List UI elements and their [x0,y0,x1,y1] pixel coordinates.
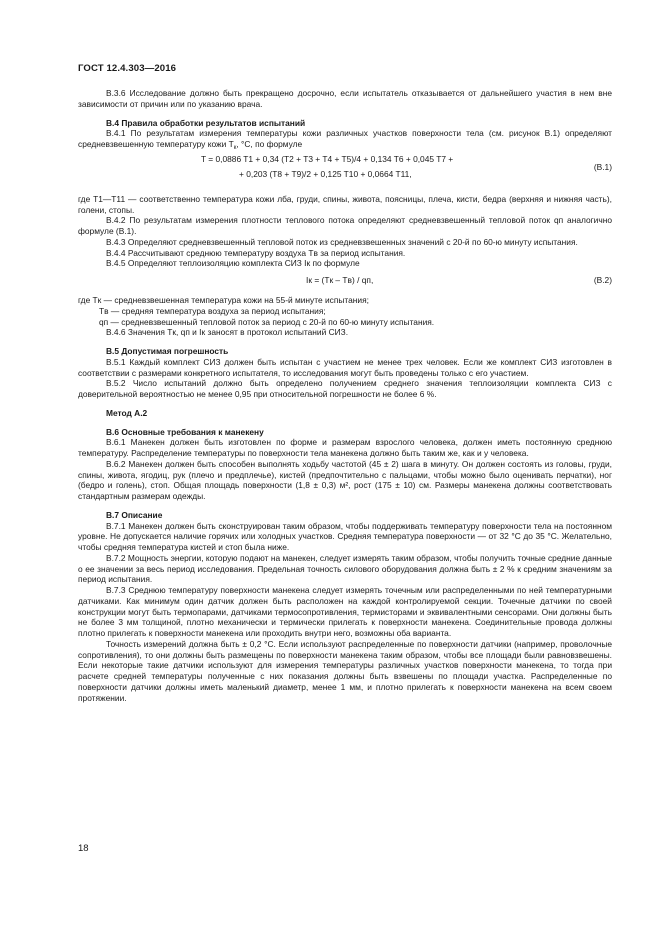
document-header: ГОСТ 12.4.303—2016 [78,63,177,74]
page-number: 18 [78,843,89,854]
where-tv: Tв — средняя температура воздуха за период испытания; [99,305,326,316]
formula-b2 [78,275,612,291]
formula-b1-number: (В.1) [593,161,612,172]
paragraph-b42: В.4.2 По результатам измерения плотности теплового потока определяют средневзвешенный тепловой поток qп аналогично формуле (В.1). [78,215,612,236]
paragraph-b71: В.7.1 Манекен должен быть сконструирован таким образом, чтобы поддерживать температуру поверхности тела на постоянном уровне. Не допускается наличие горячих или холодных участков. Средняя температура поверхности — от 32 °C до 35 °C. Желательно, чтобы средняя температура кистей и стоп была ниже. [78,520,612,552]
where-tk: где Tк — средневзвешенная температура кожи на 55-й минуте испытания; [78,295,369,305]
where-qp: qп — средневзвешенный тепловой поток за период с 20-й по 60-ю минуту испытания. [99,316,435,327]
formula-b1-line1: T = 0,0886 T1 + 0,34 (T2 + T3 + T4 + T5)/4 + 0,134 T6 + 0,045 T7 + [201,153,454,164]
paragraph-b51: В.5.1 Каждый комплект СИЗ должен быть испытан с участием не менее трех человек. Если же комплект СИЗ изготовлен в соответствии с размерами конкретного испытателя, то исследования могут быть проведены только с его участием. [78,356,612,378]
paragraph-where-t1-t11: где T1—T11 — соответственно температура кожи лба, груди, спины, живота, поясницы, плеча, кисти, бедра (верхняя и нижняя часть), голени, стопы. [78,193,612,215]
page-body [78,88,612,703]
paragraph-b73: В.7.3 Среднюю температуру поверхности манекена следует измерять точечным или распределенными по ней температурными датчиками. Как минимум один датчик должен быть расположен на каждой контролируемой секции. Точечные датчики по своей конструкции могут быть термопарами, датчиками термосопротивления, термисторами и эквивалентными сенсорами. Они должны быть не более 3 мм толщиной, плотно механически и термически прилегать к поверхности манекена. Соединительные провода должны плотно прилегать к поверхности манекена или проходить внутри него, возможны оба варианта. [78,585,612,638]
heading-method-a2: Метод А.2 [106,407,148,418]
paragraph-b46: В.4.6 Значения Tк, qп и Iк заносят в протокол испытаний СИЗ. [106,327,349,338]
formula-b2-expression: Iк = (Tк – Tв) / qп, [306,275,374,285]
paragraph-b43: В.4.3 Определяют средневзвешенный тепловой поток из средневзвешенных значений с 20-й по 60-ю минуту испытания. [106,236,578,247]
paragraph-b41: В.4.1 По результатам измерения температуры кожи различных участков поверхности тела (см. рисунок В.1) определяют средневзвешенную температуру кожи $T_к$, °C, по формуле [78,128,612,151]
formula-b1 [78,154,612,190]
paragraph-b62: В.6.2 Манекен должен быть способен выполнять ходьбу частотой (45 ± 2) шага в минуту. Он должен состоять из головы, груди, спины, живота, ягодиц, рук (плечо и предплечье), кистей (предпочтительно с пальцами, чтобы можно было оценивать перчатки), ног (бедро и голень), стоп. Общая площадь поверхности (1,8 ± 0,3) м², рост (175 ± 10) см. Размеры манекена должны соответствовать стандартным размерам одежды. [78,458,612,501]
heading-b6: В.6 Основные требования к манекену [106,426,264,437]
formula-b2-number: (В.2) [593,275,612,285]
paragraph-b36: В.3.6 Исследование должно быть прекращено досрочно, если испытатель отказывается от дальнейшего участия в нем вне зависимости от причин или по указанию врача. [78,88,612,109]
heading-b7: В.7 Описание [106,509,163,520]
heading-b4: В.4 Правила обработки результатов испытаний [106,117,306,128]
paragraph-b52: В.5.2 Число испытаний должно быть определено получением среднего значения теплоизоляции комплекта СИЗ с доверительной вероятностью не менее 0,95 при относительной погрешности не более 6 %. [78,378,612,399]
paragraph-accuracy: Точность измерений должна быть ± 0,2 °C. Если используют распределенные по поверхности датчики (например, проволочные сопротивления), то они должны быть размещены по поверхности манекена таким образом, чтобы все площади были равновзвешены. Если некоторые такие датчики используют для измерения температуры различных участков поверхности манекена, то тогда при расчете средней температуры полученные с них показания должны быть взвешены по площади участка. Распределенные по поверхности датчики должны иметь маленький диаметр, менее 1 мм, и плотно прилегать к поверхности манекена на всем своем протяжении. [78,638,612,703]
paragraph-b72: В.7.2 Мощность энергии, которую подают на манекен, следует измерять таким образом, чтобы получить точные средние данные о ее значении за весь период исследования. Предельная точность силового оборудования должна быть ± 2 % к средним значениям за период испытания. [78,552,612,585]
paragraph-b45: В.4.5 Определяют теплоизоляцию комплекта СИЗ Iк по формуле [106,258,360,269]
paragraph-b44: В.4.4 Рассчитывают среднюю температуру воздуха Tв за период испытания. [106,247,406,258]
paragraph-b61: В.6.1 Манекен должен быть изготовлен по форме и размерам взрослого человека, должен иметь постоянную среднюю температуру. Распределение температуры по поверхности тела манекена должно быть таким же, как и у человека. [78,437,612,458]
heading-b5: В.5 Допустимая погрешность [106,346,229,356]
formula-b1-line2: + 0,203 (T8 + T9)/2 + 0,125 T10 + 0,0664 T11, [239,168,412,179]
